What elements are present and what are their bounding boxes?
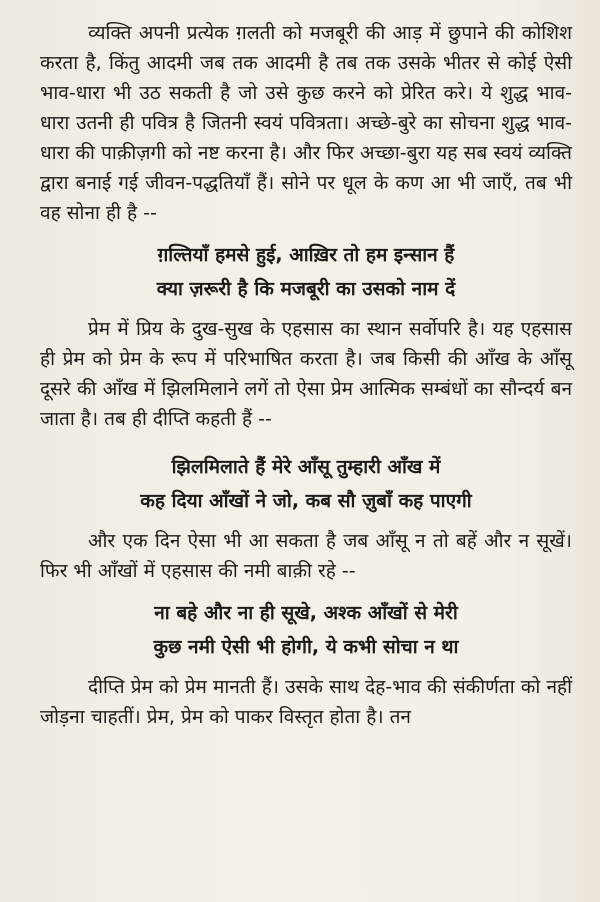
paragraph-4: दीप्ति प्रेम को प्रेम मानती हैं। उसके साथ देह-भाव की संकीर्णता को नहीं जोड़ना चाहतीं। प्रेम, प्रेम को पाकर विस्तृत होता है। तन [40, 676, 572, 728]
couplet-1-line-2: क्या ज़रूरी है कि मजबूरी का उसको नाम दें [156, 278, 456, 300]
couplet-2 [40, 450, 572, 518]
couplet-3-line-1: ना बहे और ना ही सूखे, अश्क आँखों से मेरी [154, 602, 458, 624]
couplet-2-line-1: झिलमिलाते हैं मेरे आँसू तुम्हारी आँख में [171, 456, 441, 478]
couplet-1 [40, 238, 572, 306]
couplet-2-line-2: कह दिया आँखों ने जो, कब सौ ज़ुबाँ कह पाएगी [140, 490, 472, 512]
couplet-1-line-1: ग़ल्तियाँ हमसे हुई, आख़िर तो हम इन्सान हैं [157, 244, 455, 266]
paragraph-3: और एक दिन ऐसा भी आ सकता है जब आँसू न तो बहें और न सूखें। फिर भी आँखों में एहसास की नमी बाक़ी रहे -- [40, 530, 572, 582]
couplet-3 [40, 596, 572, 664]
paragraph-2: प्रेम में प्रिय के दुख-सुख के एहसास का स्थान सर्वोपरि है। यह एहसास ही प्रेम को प्रेम के रूप में परिभाषित करता है। जब किसी की आँख के आँसू दूसरे की आँख में झिलमिलाने लगें तो ऐसा प्रेम आत्मिक सम्बंधों का सौन्दर्य बन जाता है। तब ही दीप्ति कहती हैं -- [40, 318, 572, 430]
couplet-3-line-2: कुछ नमी ऐसी भी होगी, ये कभी सोचा न था [153, 636, 459, 658]
paragraph-1: व्यक्ति अपनी प्रत्येक ग़लती को मजबूरी की आड़ में छुपाने की कोशिश करता है, किंतु आदमी जब तक आदमी है तब तक उसके भीतर से कोई ऐसी भाव-धारा भी उठ सकती है जो उसे कुछ करने को प्रेरित करे। ये शुद्ध भाव-धारा उतनी ही पवित्र है जितनी स्वयं पवित्रता। अच्छे-बुरे का सोचना शुद्ध भाव-धारा की पाक़ीज़गी को नष्ट करना है। और फिर अच्छा-बुरा यह सब स्वयं व्यक्ति द्वारा बनाई गई जीवन-पद्धतियाँ हैं। सोने पर धूल के कण आ भी जाएँ, तब भी वह सोना ही है -- [40, 22, 572, 224]
